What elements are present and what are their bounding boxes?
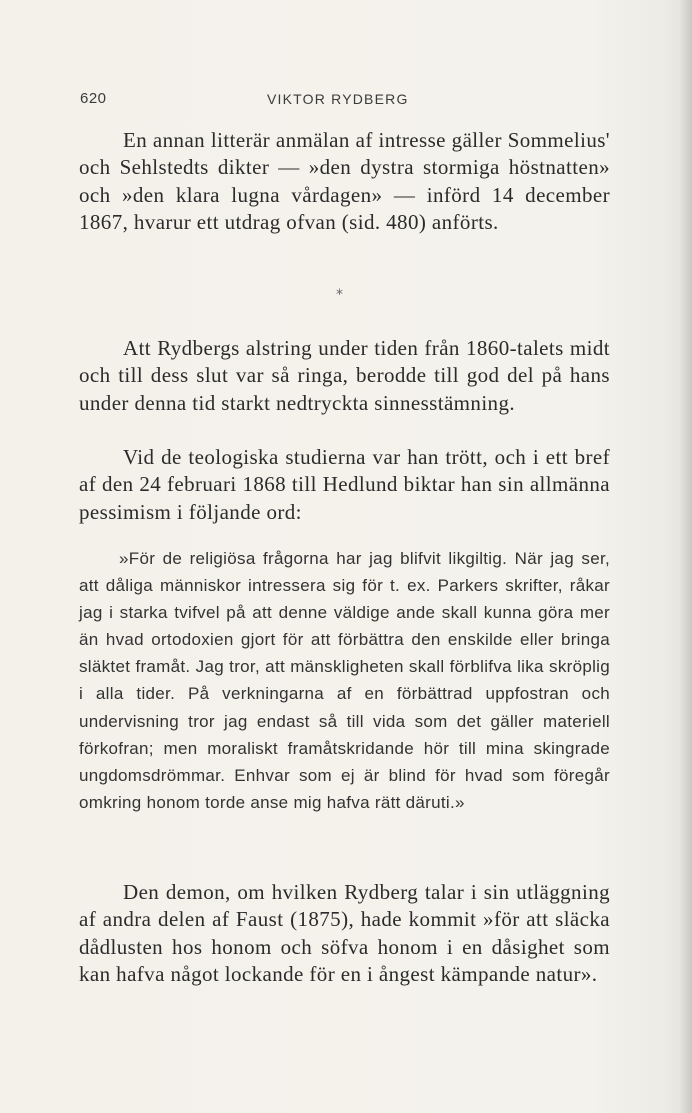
paragraph-text: Vid de teologiska studierna var han trött, och i ett bref af den 24 februari 1868 till Hedlund biktar han sin allmänna pessimism i följande ord:: [79, 445, 610, 524]
running-head: VIKTOR RYDBERG: [267, 91, 409, 107]
quote-text: »För de religiösa frågorna har jag blifvit likgiltig. När jag ser, att dåliga människor intressera sig för t. ex. Parkers skrifter, råkar jag i starka tvifvel på att denne väldige ande skall kunna göra mer än hvad ortodoxien gjort för att förbättra den enskilde eller bringa släktet framåt. Jag tror, att mänskligheten skall förblifva lika skröplig i alla tider. På verkningarna af en förbättrad uppfostran och undervisning tror jag endast så till vida som det gäller materiell förkofran; men moraliskt framåtskridande hör till mina skingrade ungdomsdrömmar. Enhvar som ej är blind för hvad som föregår omkring honom torde anse mig hafva rätt däruti.»: [79, 549, 610, 812]
paragraph-demon: [79, 879, 610, 988]
paragraph-output: [79, 335, 610, 417]
page-number: 620: [80, 90, 107, 107]
paragraph-text: Den demon, om hvilken Rydberg talar i sin utläggning af andra delen af Faust (1875), hade kommit »för att släcka dådlusten hos honom och söfva honom i en dåsighet som kan hafva något lockande för en i ångest kämpande natur».: [79, 880, 610, 986]
page-header: [80, 90, 610, 110]
section-separator: *: [336, 287, 343, 303]
paragraph-theology: [79, 444, 610, 526]
page-edge: [678, 0, 692, 1113]
paragraph-literary-notice: [79, 127, 610, 236]
paragraph-text: En annan litterär anmälan af intresse gäller Sommelius' och Sehlstedts dikter — »den dystra stormiga höstnatten» och »den klara lugna vårdagen» — införd 14 december 1867, hvarur ett utdrag ofvan (sid. 480) anförts.: [79, 128, 610, 234]
paragraph-text: Att Rydbergs alstring under tiden från 1860-talets midt och till dess slut var så ringa, berodde till god del på hans under denna tid starkt nedtryckta sinnesstämning.: [79, 336, 610, 415]
letter-quote: [79, 545, 610, 816]
